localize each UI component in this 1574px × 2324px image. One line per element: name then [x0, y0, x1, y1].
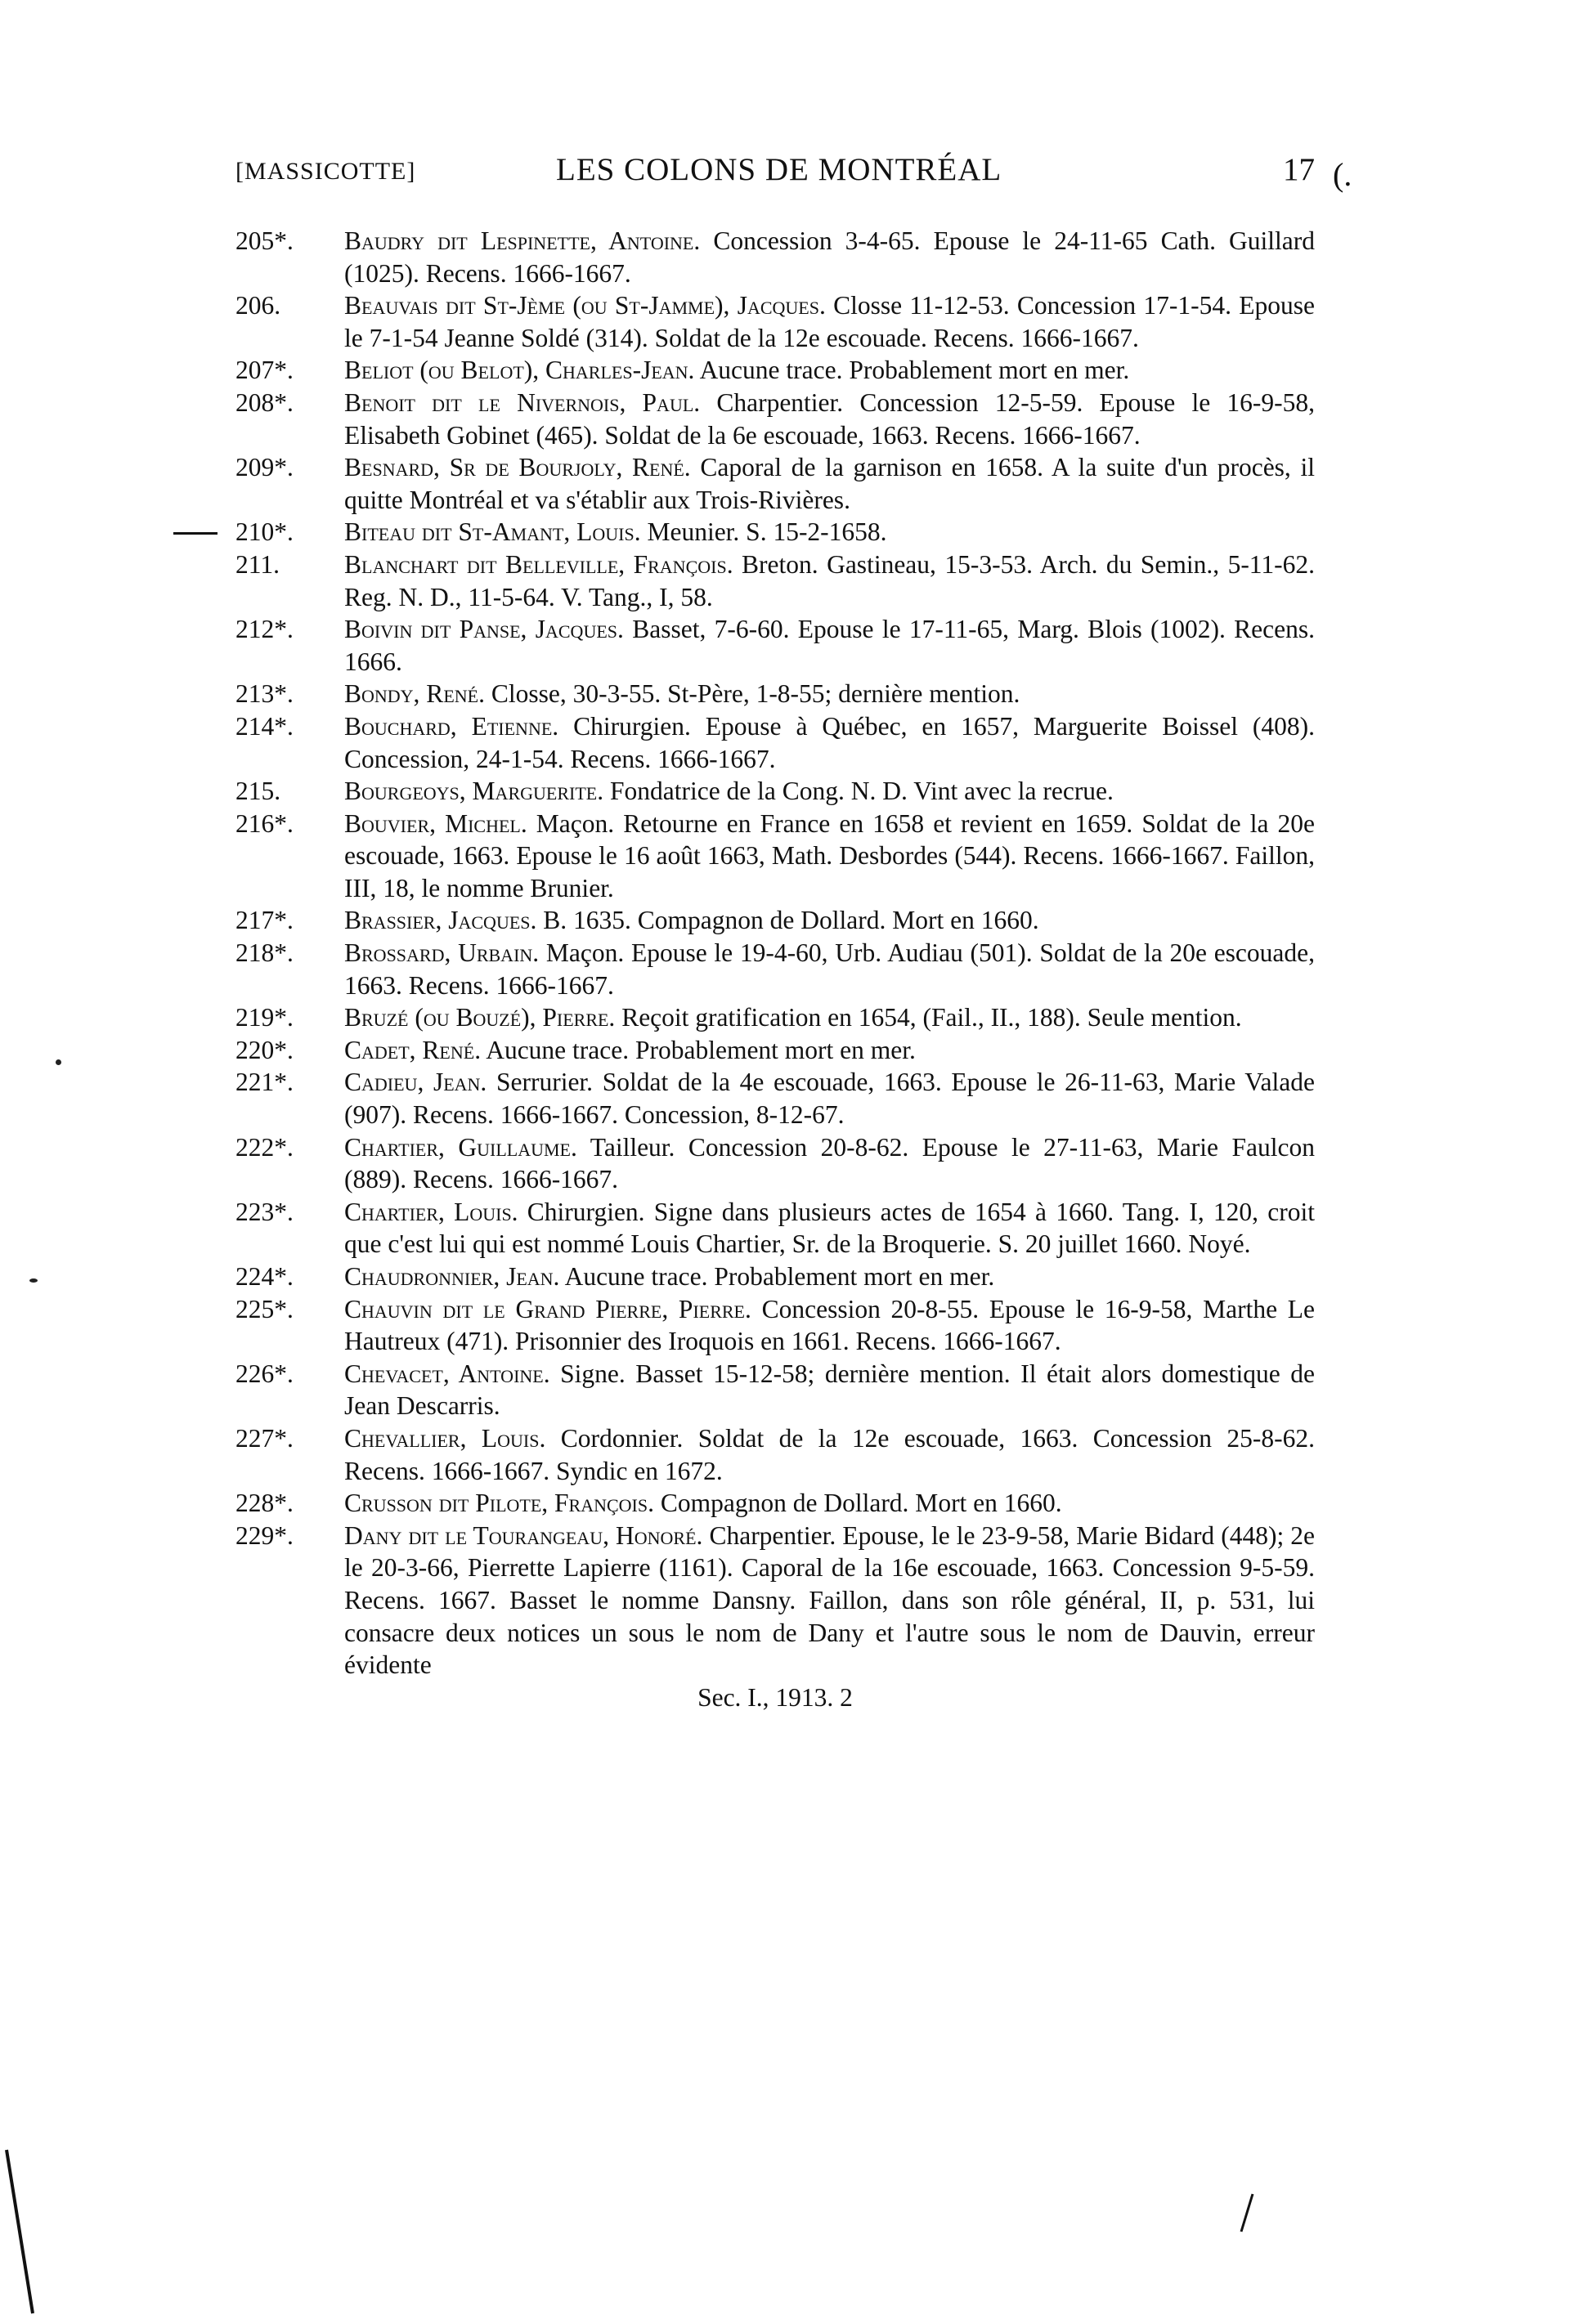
entry-text: Aucune trace. Probablement mort en mer.	[699, 356, 1130, 385]
entry-name: Brossard, Urbain.	[344, 938, 540, 968]
scan-line-mark	[0, 2142, 49, 2322]
scan-dot	[56, 1059, 61, 1065]
entry-body	[344, 1293, 1315, 1358]
entry-item	[235, 516, 1315, 549]
entry-body	[344, 613, 1315, 678]
entry-name: Chaudronnier, Jean.	[344, 1262, 560, 1291]
entry-body	[344, 1487, 1315, 1520]
entry-text: Tailleur. Concession 20-8-62. Epouse le 27-11-63, Marie Faulcon (889). Recens. 1666-1667.	[344, 1132, 1316, 1194]
scan-slash-mark	[1235, 2191, 1259, 2240]
page-header	[235, 151, 1315, 200]
entry-item	[235, 613, 1315, 678]
entry-number: 207*.	[235, 356, 294, 385]
entry-text: Fondatrice de la Cong. N. D. Vint avec la recrue.	[609, 777, 1114, 806]
entry-text: Signe. Basset 15-12-58; dernière mention. Il était alors domestique de Jean Descarris.	[344, 1359, 1315, 1421]
entry-name: Cadet, René.	[344, 1035, 482, 1064]
entry-item	[235, 1293, 1315, 1358]
entry-name: Chevallier, Louis.	[344, 1423, 546, 1453]
entry-text: Reçoit gratification en 1654, (Fail., II., 188). Seule mention.	[621, 1003, 1242, 1032]
entry-item	[235, 937, 1315, 1001]
entry-text: Closse 11-12-53. Concession 17-1-54. Epouse le 7-1-54 Jeanne Soldé (314). Soldat de la 12e escouade. Recens. 1666-1667.	[344, 291, 1316, 352]
entry-body	[344, 225, 1315, 289]
entry-name: Biteau dit St-Amant, Louis.	[344, 517, 641, 547]
entry-number: 229*.	[235, 1520, 294, 1550]
entry-text: Charpentier. Epouse, le le 23-9-58, Marie Bidard (448); 2e le 20-3-66, Pierrette Lapierre (1161). Caporal de la 16e escouade, 1663. Concession 9-5-59. Recens. 1667. Basset le nomme Dansny. Faillon, dans son rôle général, II, p. 531, lui consacre deux notices un sous le nom de Dany et l'autre sous le nom de Dauvin, erreur évidente	[344, 1520, 1315, 1680]
entry-item	[235, 1520, 1315, 1681]
entry-text: Serrurier. Soldat de la 4e escouade, 1663. Epouse le 26-11-63, Marie Valade (907). Recens. 1666-1667. Concession, 8-12-67.	[344, 1068, 1315, 1130]
entry-item	[235, 1422, 1315, 1487]
entry-name: Beliot (ou Belot), Charles-Jean.	[344, 356, 695, 385]
entry-body	[344, 1001, 1315, 1034]
entry-item	[235, 1196, 1315, 1261]
entry-name: Benoit dit le Nivernois, Paul.	[344, 387, 701, 417]
entry-number: 213*.	[235, 679, 294, 709]
entry-body	[344, 1422, 1315, 1487]
entry-text: Concession 20-8-55. Epouse le 16-9-58, Marthe Le Hautreux (471). Prisonnier des Iroquois en 1661. Recens. 1666-1667.	[344, 1294, 1315, 1356]
entry-name: Chartier, Guillaume.	[344, 1132, 577, 1162]
signature-mark: Sec. I., 1913. 2	[697, 1683, 853, 1712]
entry-item	[235, 678, 1315, 710]
entry-text: Chirurgien. Signe dans plusieurs actes de 1654 à 1660. Tang. I, 120, croit que c'est lui qui est nommé Louis Chartier, Sr. de la Broquerie. S. 20 juillet 1660. Noyé.	[344, 1197, 1315, 1259]
entry-text: Closse, 30-3-55. St-Père, 1-8-55; dernière mention.	[491, 679, 1020, 709]
entry-name: Besnard, Sr de Bourjoly, René.	[344, 453, 691, 482]
header-stray-mark: (.	[1333, 156, 1352, 193]
entry-name: Blanchart dit Belleville, François.	[344, 549, 733, 579]
entry-name: Bouchard, Etienne.	[344, 711, 559, 741]
entry-number: 206.	[235, 291, 281, 320]
entry-number: 219*.	[235, 1003, 294, 1032]
entry-name: Boivin dit Panse, Jacques.	[344, 615, 624, 644]
entry-name: Baudry dit Lespinette, Antoine.	[344, 226, 701, 255]
entry-number: 225*.	[235, 1294, 294, 1323]
entry-number: 205*.	[235, 226, 294, 255]
entry-name: Chevacet, Antoine.	[344, 1359, 550, 1388]
entry-name: Bruzé (ou Bouzé), Pierre.	[344, 1003, 616, 1032]
entry-text: Basset, 7-6-60. Epouse le 17-11-65, Marg. Blois (1002). Recens. 1666.	[344, 615, 1316, 676]
entry-number: 216*.	[235, 808, 294, 838]
entry-name: Bondy, René.	[344, 679, 485, 709]
entry-body	[344, 387, 1315, 451]
entry-body	[344, 1520, 1315, 1681]
entry-body	[344, 904, 1315, 937]
entry-item	[235, 1131, 1315, 1196]
entry-item	[235, 451, 1315, 516]
entry-name: Dany dit le Tourangeau, Honoré.	[344, 1520, 703, 1550]
entry-item	[235, 225, 1315, 289]
entry-number: 210*.	[235, 517, 294, 547]
entries-list	[235, 225, 1315, 1681]
entry-number: 217*.	[235, 906, 294, 935]
entry-body	[344, 1196, 1315, 1261]
entry-number: 220*.	[235, 1035, 294, 1064]
entry-item	[235, 1358, 1315, 1422]
entry-name: Brassier, Jacques.	[344, 906, 537, 935]
entry-text: B. 1635. Compagnon de Dollard. Mort en 1660.	[543, 906, 1039, 935]
entry-name: Chauvin dit le Grand Pierre, Pierre.	[344, 1294, 751, 1323]
entry-item	[235, 549, 1315, 613]
entry-item	[235, 1261, 1315, 1293]
entry-item	[235, 354, 1315, 387]
entry-item	[235, 775, 1315, 808]
entry-text: Breton. Gastineau, 15-3-53. Arch. du Semin., 5-11-62. Reg. N. D., 11-5-64. V. Tang., I, 58.	[344, 549, 1316, 611]
entry-body	[344, 516, 1315, 549]
entry-number: 218*.	[235, 938, 294, 968]
entry-number: 221*.	[235, 1068, 294, 1097]
entry-item	[235, 1001, 1315, 1034]
entry-item	[235, 387, 1315, 451]
margin-dash-mark	[173, 532, 217, 535]
entry-text: Maçon. Epouse le 19-4-60, Urb. Audiau (501). Soldat de la 20e escouade, 1663. Recens. 1666-1667.	[344, 938, 1315, 1000]
entry-name: Crusson dit Pilote, François.	[344, 1489, 654, 1518]
entry-name: Chartier, Louis.	[344, 1197, 518, 1226]
entry-number: 226*.	[235, 1359, 294, 1388]
entry-text: Caporal de la garnison en 1658. A la suite d'un procès, il quitte Montréal et va s'établir aux Trois-Rivières.	[344, 453, 1315, 514]
entry-number: 208*.	[235, 387, 294, 417]
entry-item	[235, 1066, 1315, 1131]
entry-item	[235, 904, 1315, 937]
scan-dot	[29, 1278, 38, 1283]
entry-number: 227*.	[235, 1423, 294, 1453]
entry-body	[344, 937, 1315, 1001]
page-number: 17	[1283, 152, 1315, 187]
entry-text: Maçon. Retourne en France en 1658 et revient en 1659. Soldat de la 20e escouade, 1663. Epouse le 16 août 1663, Math. Desbordes (544). Recens. 1666-1667. Faillon, III, 18, le nomme Brunier.	[344, 808, 1316, 902]
entry-number: 228*.	[235, 1489, 294, 1518]
entry-body	[344, 775, 1315, 808]
entry-body	[344, 710, 1315, 775]
header-author: [MASSICOTTE]	[235, 158, 416, 185]
entry-number: 222*.	[235, 1132, 294, 1162]
entry-body	[344, 678, 1315, 710]
entry-number: 212*.	[235, 615, 294, 644]
entry-name: Beauvais dit St-Jème (ou St-Jamme), Jacques.	[344, 291, 826, 320]
entry-name: Bourgeoys, Marguerite.	[344, 777, 604, 806]
entry-number: 211.	[235, 549, 280, 579]
entry-item	[235, 289, 1315, 354]
entry-text: Aucune trace. Probablement mort en mer.	[564, 1262, 995, 1291]
entry-item	[235, 1034, 1315, 1067]
entry-body	[344, 1131, 1315, 1196]
entry-body	[344, 1066, 1315, 1131]
entry-number: 215.	[235, 777, 281, 806]
entry-text: Compagnon de Dollard. Mort en 1660.	[660, 1489, 1062, 1518]
entry-number: 209*.	[235, 453, 294, 482]
entry-item	[235, 710, 1315, 775]
entry-body	[344, 1261, 1315, 1293]
entry-body	[344, 549, 1315, 613]
entry-name: Bouvier, Michel.	[344, 808, 527, 838]
entry-body	[344, 451, 1315, 516]
entry-text: Charpentier. Concession 12-5-59. Epouse le 16-9-58, Elisabeth Gobinet (465). Soldat de la 6e escouade, 1663. Recens. 1666-1667.	[344, 387, 1315, 450]
entry-item	[235, 808, 1315, 905]
entry-text: Concession 3-4-65. Epouse le 24-11-65 Cath. Guillard (1025). Recens. 1666-1667.	[344, 226, 1315, 288]
entry-body	[344, 1358, 1315, 1422]
entry-number: 223*.	[235, 1197, 294, 1226]
entry-body	[344, 289, 1315, 354]
header-title: LES COLONS DE MONTRÉAL	[556, 152, 1002, 187]
entry-text: Cordonnier. Soldat de la 12e escouade, 1663. Concession 25-8-62. Recens. 1666-1667. Syndic en 1672.	[344, 1423, 1316, 1485]
entry-text: Aucune trace. Probablement mort en mer.	[486, 1035, 916, 1064]
entry-body	[344, 354, 1315, 387]
entry-name: Cadieu, Jean.	[344, 1068, 487, 1097]
entry-item	[235, 1487, 1315, 1520]
entry-text: Chirurgien. Epouse à Québec, en 1657, Marguerite Boissel (408). Concession, 24-1-54. Recens. 1666-1667.	[344, 711, 1315, 773]
entry-number: 214*.	[235, 711, 294, 741]
entry-text: Meunier. S. 15-2-1658.	[647, 517, 887, 547]
entry-body	[344, 1034, 1315, 1067]
entry-body	[344, 808, 1315, 905]
entry-number: 224*.	[235, 1262, 294, 1291]
